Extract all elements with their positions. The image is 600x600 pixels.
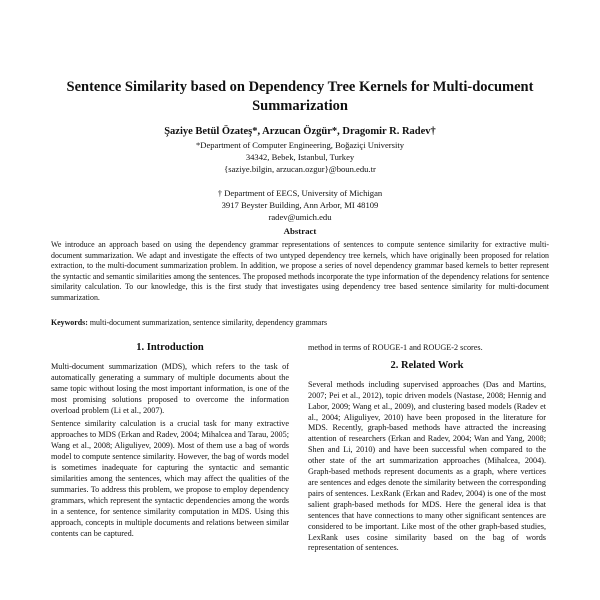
- left-column: [51, 343, 289, 542]
- paragraph: Several methods including supervised approaches (Das and Martins, 2007; Pei et al., 2012), topic driven models (Nastase, 2008; Hennig and Labor, 2009; Wang et al., 2009), and clustering based models (Radev et al., 2004; Aliguliyev, 2010) have been proposed in the literature for MDS. Recently, graph-based methods have attracted the increasing attention of researchers (Erkan and Radev, 2004; Wan and Yang, 2008; Shen and Li, 2010) and have been successful when compared to the other state of the art summarization approaches (Mihalcea, 2004). Graph-based methods represent documents as a graph, where vertices are sentences and edges denote the similarity between the corresponding pairs of sentences. LexRank (Erkan and Radev, 2004) is one of the most salient graph-based methods for MDS. Here the general idea is that sentences that have connections to many other significant sentences are considered to be important. Like most of the other graph-based studies, LexRank uses cosine similarity based on the bag of words representation of sentences.: [308, 379, 546, 553]
- paragraph: Sentence similarity calculation is a crucial task for many extractive approaches to MDS (Erkan and Radev, 2004; Mihalcea and Tarau, 2005; Wang et al., 2008; Aliguliyev, 2009). Most of them use a bag of words model to compute sentence similarity. However, the bag of words model is sometimes inadequate for capturing the syntactic and semantic similarities among the sentences, which may affect the qualities of the summaries. To address this problem, we propose to employ dependency grammars, which represent the syntactic dependencies among the words in a sentence, for sentence similarity computation in MDS. Using this approach, concepts in multiple documents and relations between similar contents can be captured.: [51, 419, 289, 538]
- affiliation-email: radev@umich.edu: [268, 212, 332, 222]
- section-heading-introduction: 1. Introduction: [136, 342, 204, 353]
- affiliation-line: 34342, Bebek, Istanbul, Turkey: [245, 152, 355, 162]
- affiliation-umich: [60, 187, 540, 223]
- keywords-text: multi-document summarization, sentence similarity, dependency grammars: [89, 318, 328, 327]
- abstract-heading: Abstract: [283, 226, 317, 236]
- affiliation-line: 3917 Beyster Building, Ann Arbor, MI 48109: [221, 200, 379, 210]
- paper-title: Sentence Similarity based on Dependency Tree Kernels for Multi-document Summarization: [66, 79, 534, 114]
- keywords-label: Keywords:: [51, 318, 88, 327]
- paragraph-continuation: method in terms of ROUGE-1 and ROUGE-2 scores.: [308, 343, 483, 352]
- keywords: [51, 318, 549, 328]
- author-list: Şaziye Betül Özateş*, Arzucan Özgür*, Dragomir R. Radev†: [164, 126, 436, 137]
- affiliation-line: *Department of Computer Engineering, Boğaziçi University: [195, 140, 405, 150]
- paragraph: Multi-document summarization (MDS), which refers to the task of automatically generating a summary of multiple documents about the same topic without losing the most important information, is one of the most promising solutions proposed to overcome the information overload problem (Li et al., 2007).: [51, 361, 289, 415]
- affiliation-line: † Department of EECS, University of Michigan: [217, 188, 383, 198]
- abstract-text: We introduce an approach based on using the dependency grammar representations of sentences to compute sentence similarity for extractive multi-document summarization. We adapt and investigate the effects of two untyped dependency tree kernels, which have originally been proposed for relation extraction, to the multi-document summarization problem. In addition, we propose a series of novel dependency grammar based kernels to better represent the syntactic and semantic similarities among the sentences. The proposed methods incorporate the type information of the dependency relations for sentence similarity calculation. To our knowledge, this is the first study that investigates using dependency tree based sentence similarity for multi-document summarization.: [51, 240, 549, 302]
- right-column: [308, 343, 546, 557]
- affiliation-boun: [60, 139, 540, 175]
- section-heading-related-work: 2. Related Work: [390, 359, 464, 371]
- affiliation-email: {saziye.bilgin, arzucan.ozgur}@boun.edu.tr: [224, 164, 376, 174]
